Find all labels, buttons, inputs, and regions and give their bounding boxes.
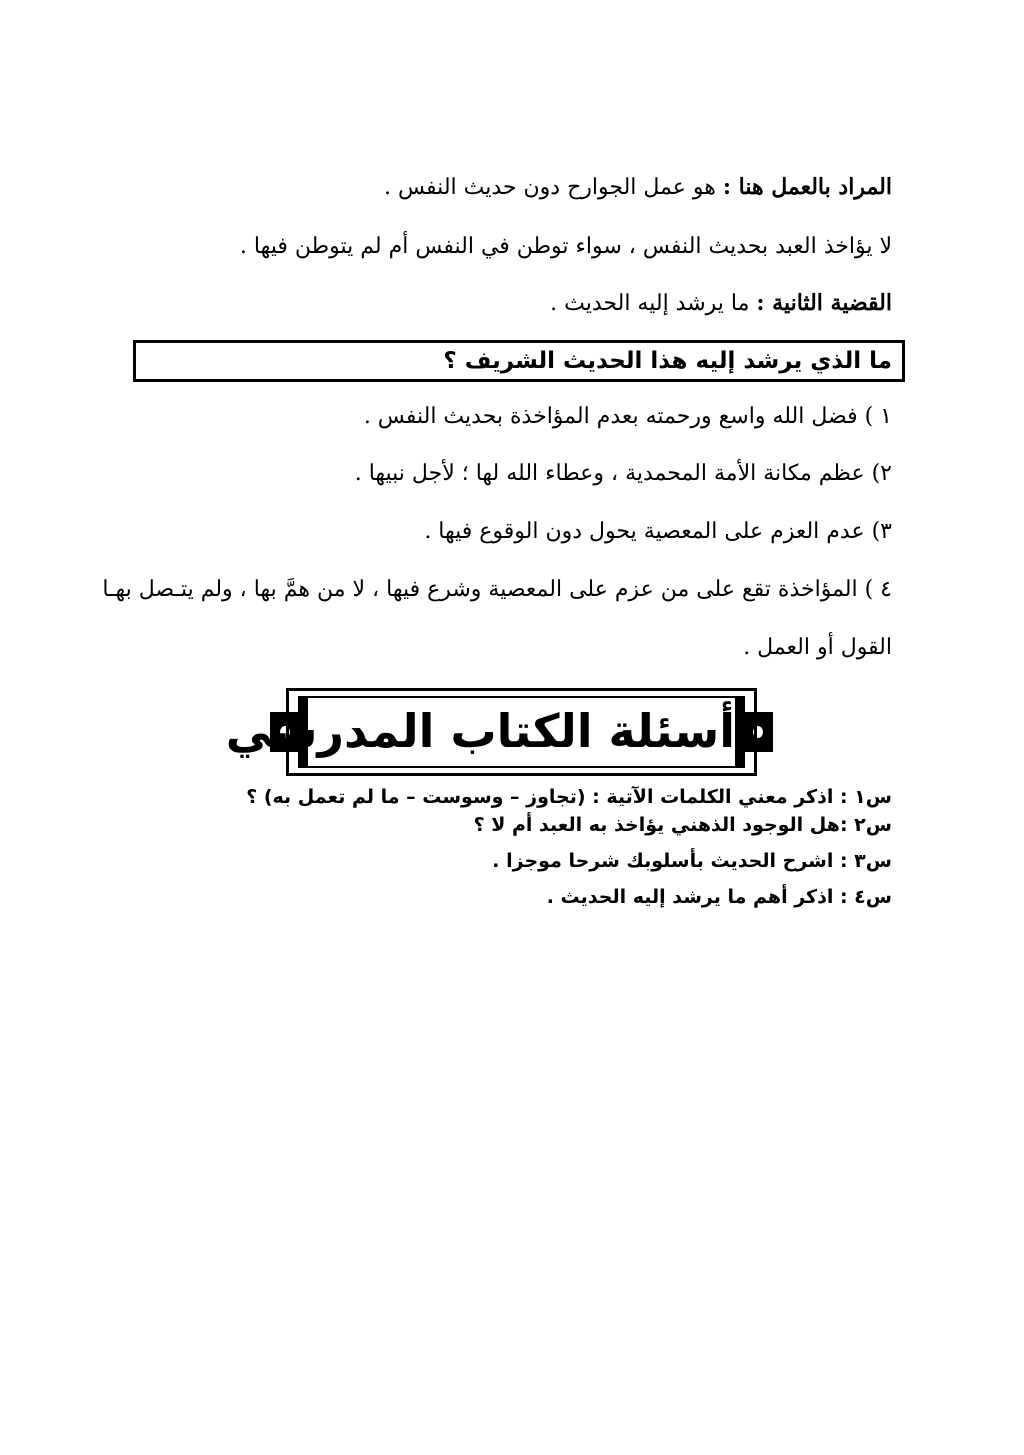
textbook-questions-banner: [225, 688, 779, 776]
second-issue-label: القضية الثانية :: [756, 290, 892, 316]
guidance-boxed-heading: ما الذي يرشد إليه هذا الحديث الشريف ؟: [133, 340, 905, 382]
second-issue-line: [550, 288, 892, 319]
question-4: س٤ : اذكر أهم ما يرشد إليه الحديث .: [546, 886, 892, 908]
question-2: س٢ :هل الوجود الذهني يؤاخذ به العبد أم لا ؟: [473, 814, 892, 836]
point-3: ٣) عدم العزم على المعصية يحول دون الوقوع فيها .: [424, 519, 892, 544]
point-4: ٤ ) المؤاخذة تقع على من عزم على المعصية وشرع فيها ، لا من همَّ بها ، ولم يتـصل بهـا: [102, 577, 892, 602]
point-1: ١ ) فضل الله واسع ورحمته بعدم المؤاخذة بحديث النفس .: [363, 404, 892, 429]
banner-title: أسئلة الكتاب المدرسي: [308, 698, 735, 766]
intended-work-line: [384, 172, 892, 203]
question-3: س٣ : اشرح الحديث بأسلوبك شرحا موجزا .: [492, 850, 892, 872]
point-4-continuation: القول أو العمل .: [743, 635, 892, 660]
question-1: س١ : اذكر معني الكلمات الآتية : (تجاوز – وسوست – ما لم تعمل به) ؟: [246, 786, 892, 808]
second-issue-text: ما يرشد إليه الحديث .: [550, 291, 757, 316]
no-accountability-line: لا يؤاخذ العبد بحديث النفس ، سواء توطن في النفس أم لم يتوطن فيها .: [239, 234, 892, 259]
intended-work-text: هو عمل الجوارح دون حديث النفس .: [384, 175, 723, 200]
intended-work-label: المراد بالعمل هنا :: [722, 174, 892, 200]
point-2: ٢) عظم مكانة الأمة المحمدية ، وعطاء الله لها ؛ لأجل نبيها .: [354, 461, 892, 486]
